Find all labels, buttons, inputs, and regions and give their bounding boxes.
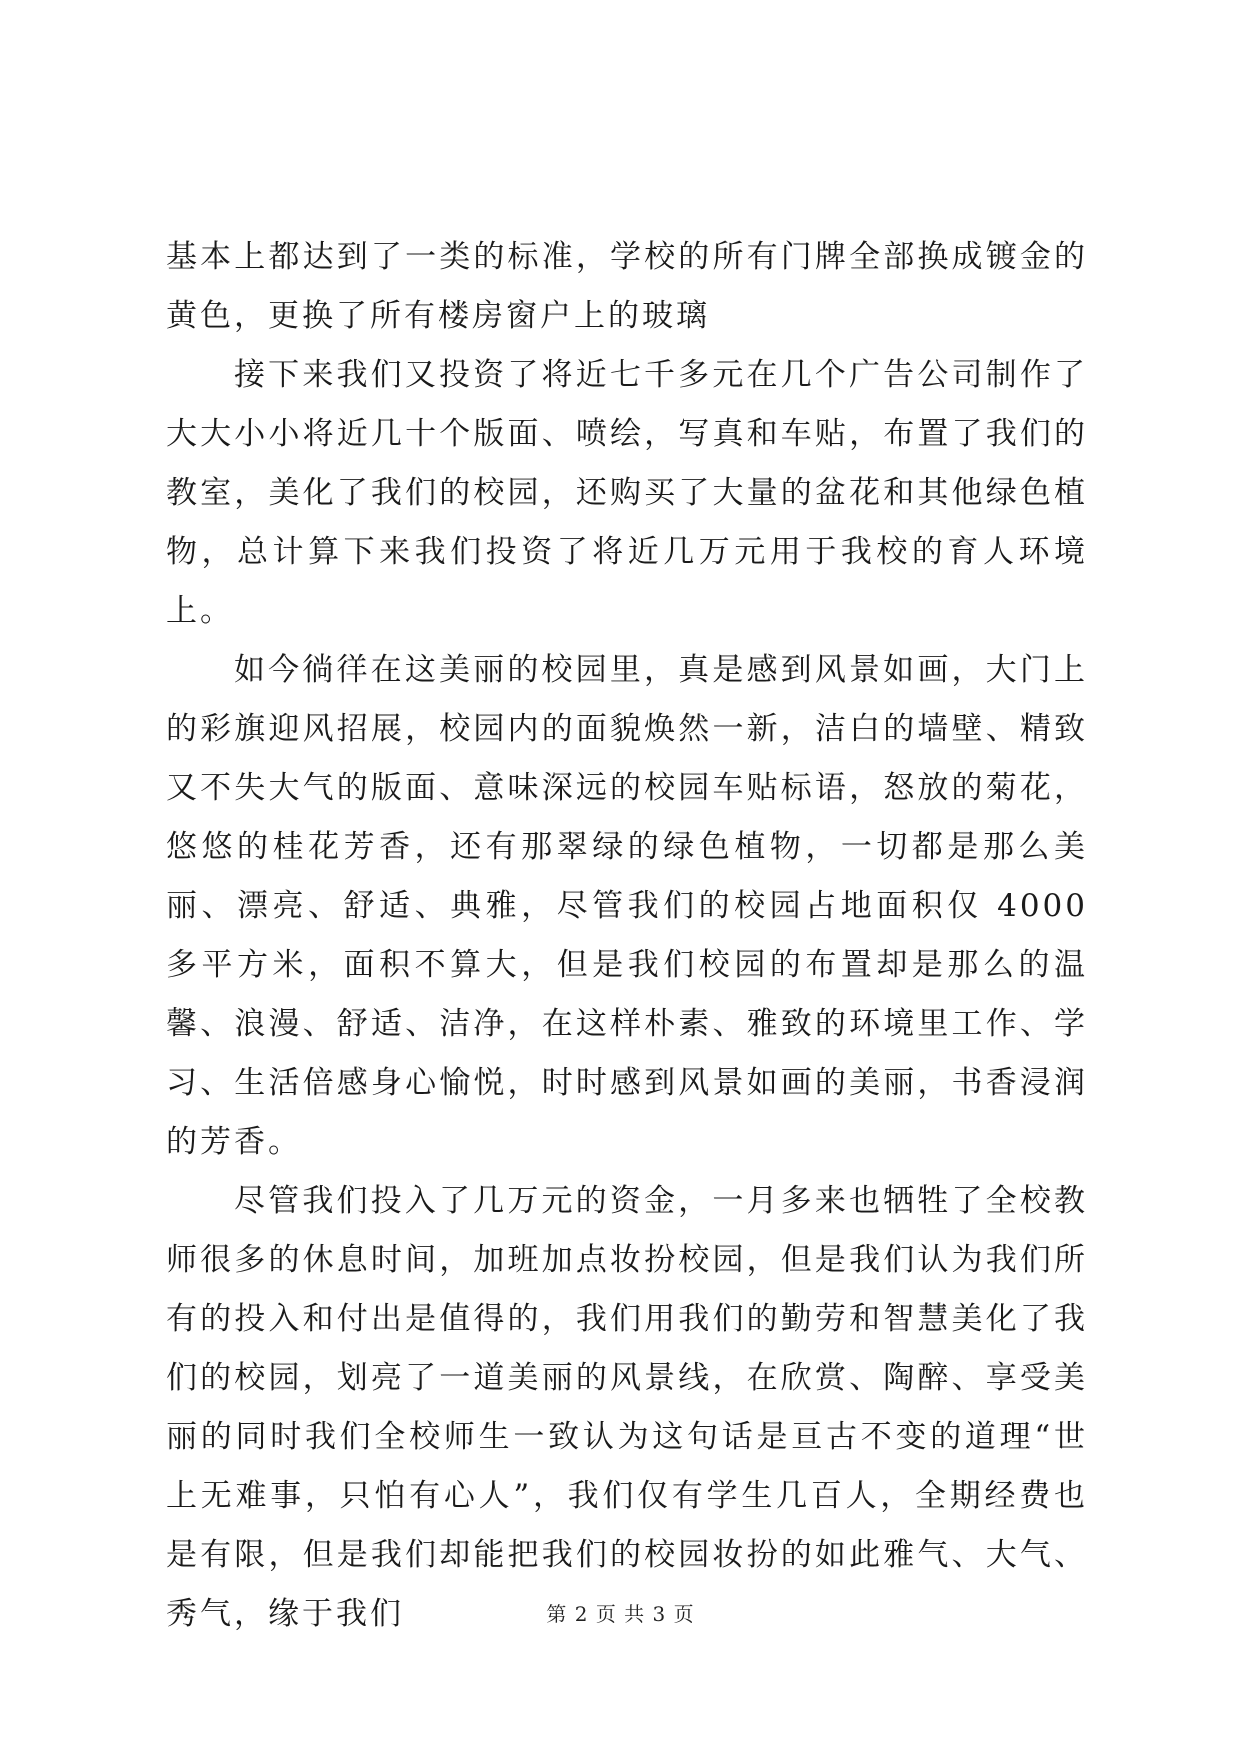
document-body [166,228,1088,1644]
paragraph-2: 接下来我们又投资了将近七千多元在几个广告公司制作了大大小小将近几十个版面、喷绘，写真和车贴，布置了我们的教室，美化了我们的校园，还购买了大量的盆花和其他绿色植物，总计算下来我们投资了将近几万元用于我校的育人环境上。 [166,357,1088,629]
paragraph-1: 基本上都达到了一类的标准，学校的所有门牌全部换成镀金的黄色，更换了所有楼房窗户上的玻璃 [166,239,1088,334]
paragraph-4: 尽管我们投入了几万元的资金，一月多来也牺牲了全校教师很多的休息时间，加班加点妆扮校园，但是我们认为我们所有的投入和付出是值得的，我们用我们的勤劳和智慧美化了我们的校园，划亮了一道美丽的风景线，在欣赏、陶醉、享受美丽的同时我们全校师生一致认为这句话是亘古不变的道理“世上无难事，只怕有心人”，我们仅有学生几百人，全期经费也是有限，但是我们却能把我们的校园妆扮的如此雅气、大气、秀气，缘于我们 [166,1183,1088,1632]
paragraph-3: 如今徜徉在这美丽的校园里，真是感到风景如画，大门上的彩旗迎风招展，校园内的面貌焕然一新，洁白的墙壁、精致又不失大气的版面、意味深远的校园车贴标语，怒放的菊花，悠悠的桂花芳香，还有那翠绿的绿色植物，一切都是那么美丽、漂亮、舒适、典雅，尽管我们的校园占地面积仅 4000 多平方米，面积不算大，但是我们校园的布置却是那么的温馨、浪漫、舒适、洁净，在这样朴素、雅致的环境里工作、学习、生活倍感身心愉悦，时时感到风景如画的美丽，书香浸润的芳香。 [166,652,1088,1160]
page-number-footer: 第 2 页 共 3 页 [546,1602,695,1626]
